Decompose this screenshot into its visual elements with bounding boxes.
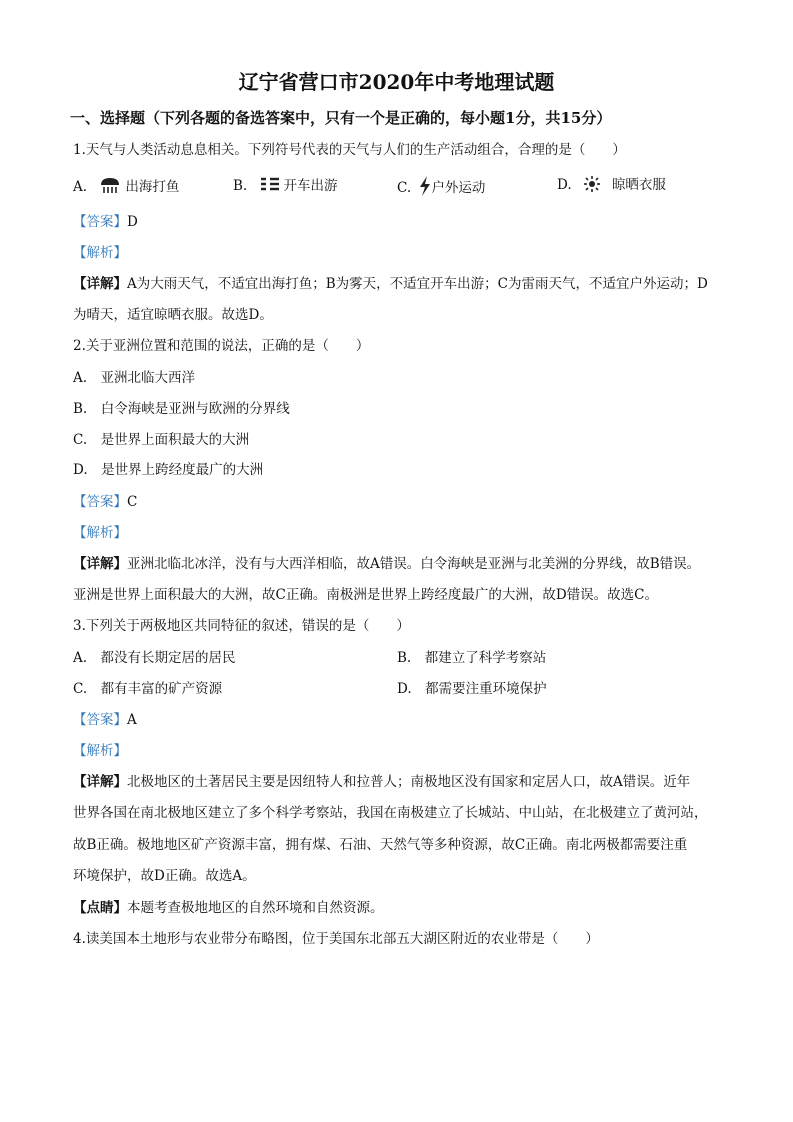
question-1-stem: 1.天气与人类活动息息相关。下列符号代表的天气与人们的生产活动组合，合理的是（ ） bbox=[73, 142, 626, 158]
q2-answer: 【答案】C bbox=[73, 494, 138, 510]
q3-detail-cont-3: 环境保护，故D正确。故选A。 bbox=[73, 868, 256, 884]
q1-option-c: C. 户外运动 bbox=[397, 176, 485, 201]
q3-option-c: C. 都有丰富的矿产资源 bbox=[73, 681, 223, 697]
sunny-icon bbox=[584, 176, 600, 197]
q1-option-d: D. 晾晒衣服 bbox=[557, 176, 666, 197]
q1-option-a: A. 出海打鱼 bbox=[73, 176, 179, 199]
q3-detail: 【详解】北极地区的土著居民主要是因纽特人和拉普人；南极地区没有国家和定居人口，故A错误。近年 bbox=[73, 774, 691, 790]
q1-analysis-label: 【解析】 bbox=[73, 245, 127, 261]
q1-option-b: B. 开车出游 bbox=[233, 176, 338, 197]
heavy-rain-icon bbox=[99, 176, 121, 199]
q3-option-a: A. 都没有长期定居的居民 bbox=[73, 650, 236, 666]
q1-detail-cont: 为晴天，适宜晾晒衣服。故选D。 bbox=[73, 307, 273, 323]
fog-icon bbox=[260, 176, 280, 197]
q2-option-d: D. 是世界上跨经度最广的大洲 bbox=[73, 462, 264, 478]
q3-detail-cont-2: 故B正确。极地地区矿产资源丰富，拥有煤、石油、天然气等多种资源，故C正确。南北两极都需要注重 bbox=[73, 837, 688, 853]
q3-option-b: B. 都建立了科学考察站 bbox=[397, 650, 547, 666]
q2-detail-cont: 亚洲是世界上面积最大的大洲，故C正确。南极洲是世界上跨经度最广的大洲，故D错误。故选C。 bbox=[73, 587, 658, 603]
q1-answer: 【答案】D bbox=[73, 214, 138, 230]
q3-detail-cont-1: 世界各国在南北极地区建立了多个科学考察站，我国在南极建立了长城站、中山站，在北极建立了黄河站， bbox=[73, 805, 708, 821]
q2-analysis-label: 【解析】 bbox=[73, 525, 127, 541]
q2-option-c: C. 是世界上面积最大的大洲 bbox=[73, 432, 250, 448]
q3-answer: 【答案】A bbox=[73, 712, 137, 728]
q3-analysis-label: 【解析】 bbox=[73, 743, 127, 759]
q1-detail: 【详解】A为大雨天气，不适宜出海打鱼；B为雾天，不适宜开车出游；C为雷雨天气，不适宜户外运动；D bbox=[73, 276, 708, 292]
q3-option-d: D. 都需要注重环境保护 bbox=[397, 681, 547, 697]
q3-comment: 【点睛】本题考查极地地区的自然环境和自然资源。 bbox=[73, 900, 384, 916]
question-3-stem: 3.下列关于两极地区共同特征的叙述，错误的是（ ） bbox=[73, 618, 410, 634]
q2-option-b: B. 白令海峡是亚洲与欧洲的分界线 bbox=[73, 401, 290, 417]
q2-option-a: A. 亚洲北临大西洋 bbox=[73, 370, 196, 386]
question-2-stem: 2.关于亚洲位置和范围的说法，正确的是（ ） bbox=[73, 338, 370, 354]
question-4-stem: 4.读美国本土地形与农业带分布略图，位于美国东北部五大湖区附近的农业带是（ ） bbox=[73, 931, 599, 947]
q2-detail: 【详解】亚洲北临北冰洋，没有与大西洋相临，故A错误。白令海峡是亚洲与北美洲的分界线，故B错误。 bbox=[73, 556, 701, 572]
page-title: 辽宁省营口市2020年中考地理试题 bbox=[238, 70, 555, 94]
section-heading: 一、选择题（下列各题的备选答案中，只有一个是正确的，每小题1分，共15分） bbox=[70, 109, 612, 127]
thunder-icon bbox=[419, 176, 431, 201]
